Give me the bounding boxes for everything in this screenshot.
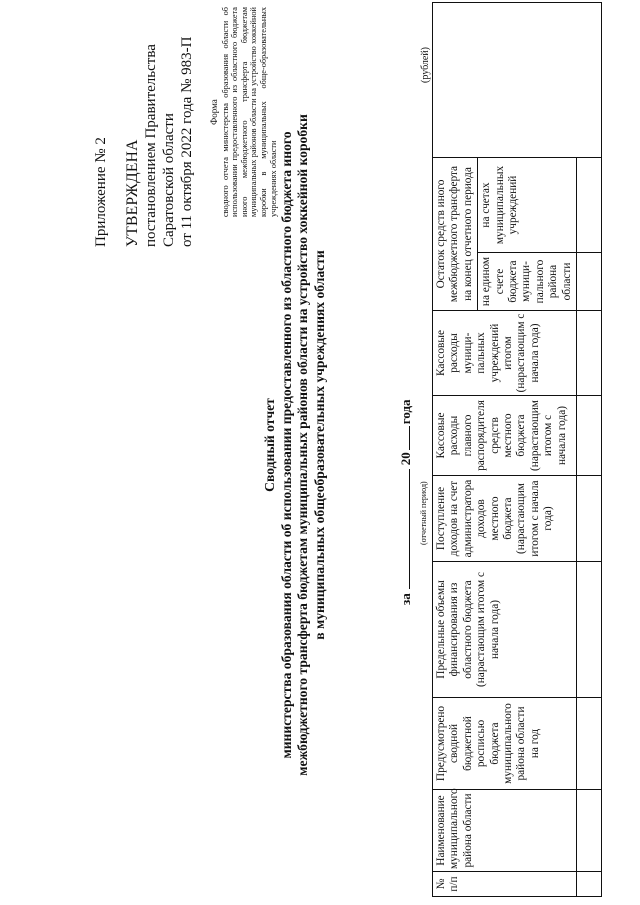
report-title-line-2: министерства образования области об использовании предоставленного из областного бюджета иного — [278, 131, 294, 759]
report-table — [432, 2, 602, 897]
currency-note: (рублей) — [420, 46, 431, 83]
period-prefix: за — [398, 593, 413, 605]
table-cell — [577, 396, 602, 476]
header-income: Поступление доходов на счет администратора доходов местного бюджета (нарастающим итогом с начала года) — [433, 476, 577, 562]
table-cell — [577, 698, 602, 790]
period-suffix: года — [398, 399, 413, 425]
period-blank — [397, 469, 410, 589]
header-balance: Остаток средств иного межбюджетного трансферта на конец отчетного периода — [433, 158, 478, 311]
approval-line-1: постановлением Правительства — [143, 44, 159, 247]
table-cell — [577, 311, 602, 396]
table-cell — [577, 562, 602, 698]
approval-line-3: от 11 октября 2022 года № 983-П — [179, 36, 195, 247]
table-cell — [577, 158, 602, 253]
approval-line-2: Саратовской области — [161, 113, 177, 247]
approval-block — [92, 37, 196, 247]
reporting-period — [397, 355, 414, 605]
report-title-line-1: Сводный отчет — [262, 398, 277, 492]
table-cell — [577, 476, 602, 562]
header-balance-single: на едином счете бюджета муници-пального района области — [478, 253, 577, 311]
approved-label: УТВЕРЖДЕНА — [124, 139, 141, 247]
form-text: сводного отчета министерства образования области об использовании предоставленного из областного бюджета иного межбюджетного трансферта бюджетам муниципальных районов области на устройство хоккейной коробки в муниципальных обще-образовательных учреждениях области — [220, 7, 278, 217]
blank-column — [433, 3, 602, 158]
table-header-row — [433, 3, 478, 897]
header-num: № п/п — [433, 872, 577, 897]
header-exp-inst: Кассовые расходы муници-пальных учреждений итогом (нарастающим с начала года) — [433, 311, 577, 396]
header-limit: Предельные объемы финансирования из областного бюджета (нарастающим итогом с начала года) — [433, 562, 577, 698]
report-title-line-4: в муниципальных общеобразовательных учреждениях области — [311, 250, 327, 640]
report-title — [262, 105, 328, 785]
header-planned: Предусмотрено сводной бюджетной росписью бюджета муниципального района области на год — [433, 698, 577, 790]
period-year-prefix: 20 — [398, 452, 413, 466]
report-title-line-3: межбюджетного трансферта бюджетам муниципальных районов области на устройство хоккейной коробки — [295, 114, 310, 776]
header-district-name: Наименование муниципального района области — [433, 790, 577, 872]
form-title: Форма — [209, 99, 219, 125]
header-balance-inst: на счетах муниципальных учреждений — [478, 158, 577, 253]
table-cell — [577, 253, 602, 311]
table-cell — [577, 872, 602, 897]
year-blank — [397, 426, 410, 450]
appendix-header: Приложение № 2 — [93, 137, 109, 247]
period-note: (отчетный период) — [419, 481, 428, 545]
header-exp-admin: Кассовые расходы главного распорядителя средств местного бюджета (нарастающим итогом с начала года) — [433, 396, 577, 476]
table-cell — [577, 790, 602, 872]
